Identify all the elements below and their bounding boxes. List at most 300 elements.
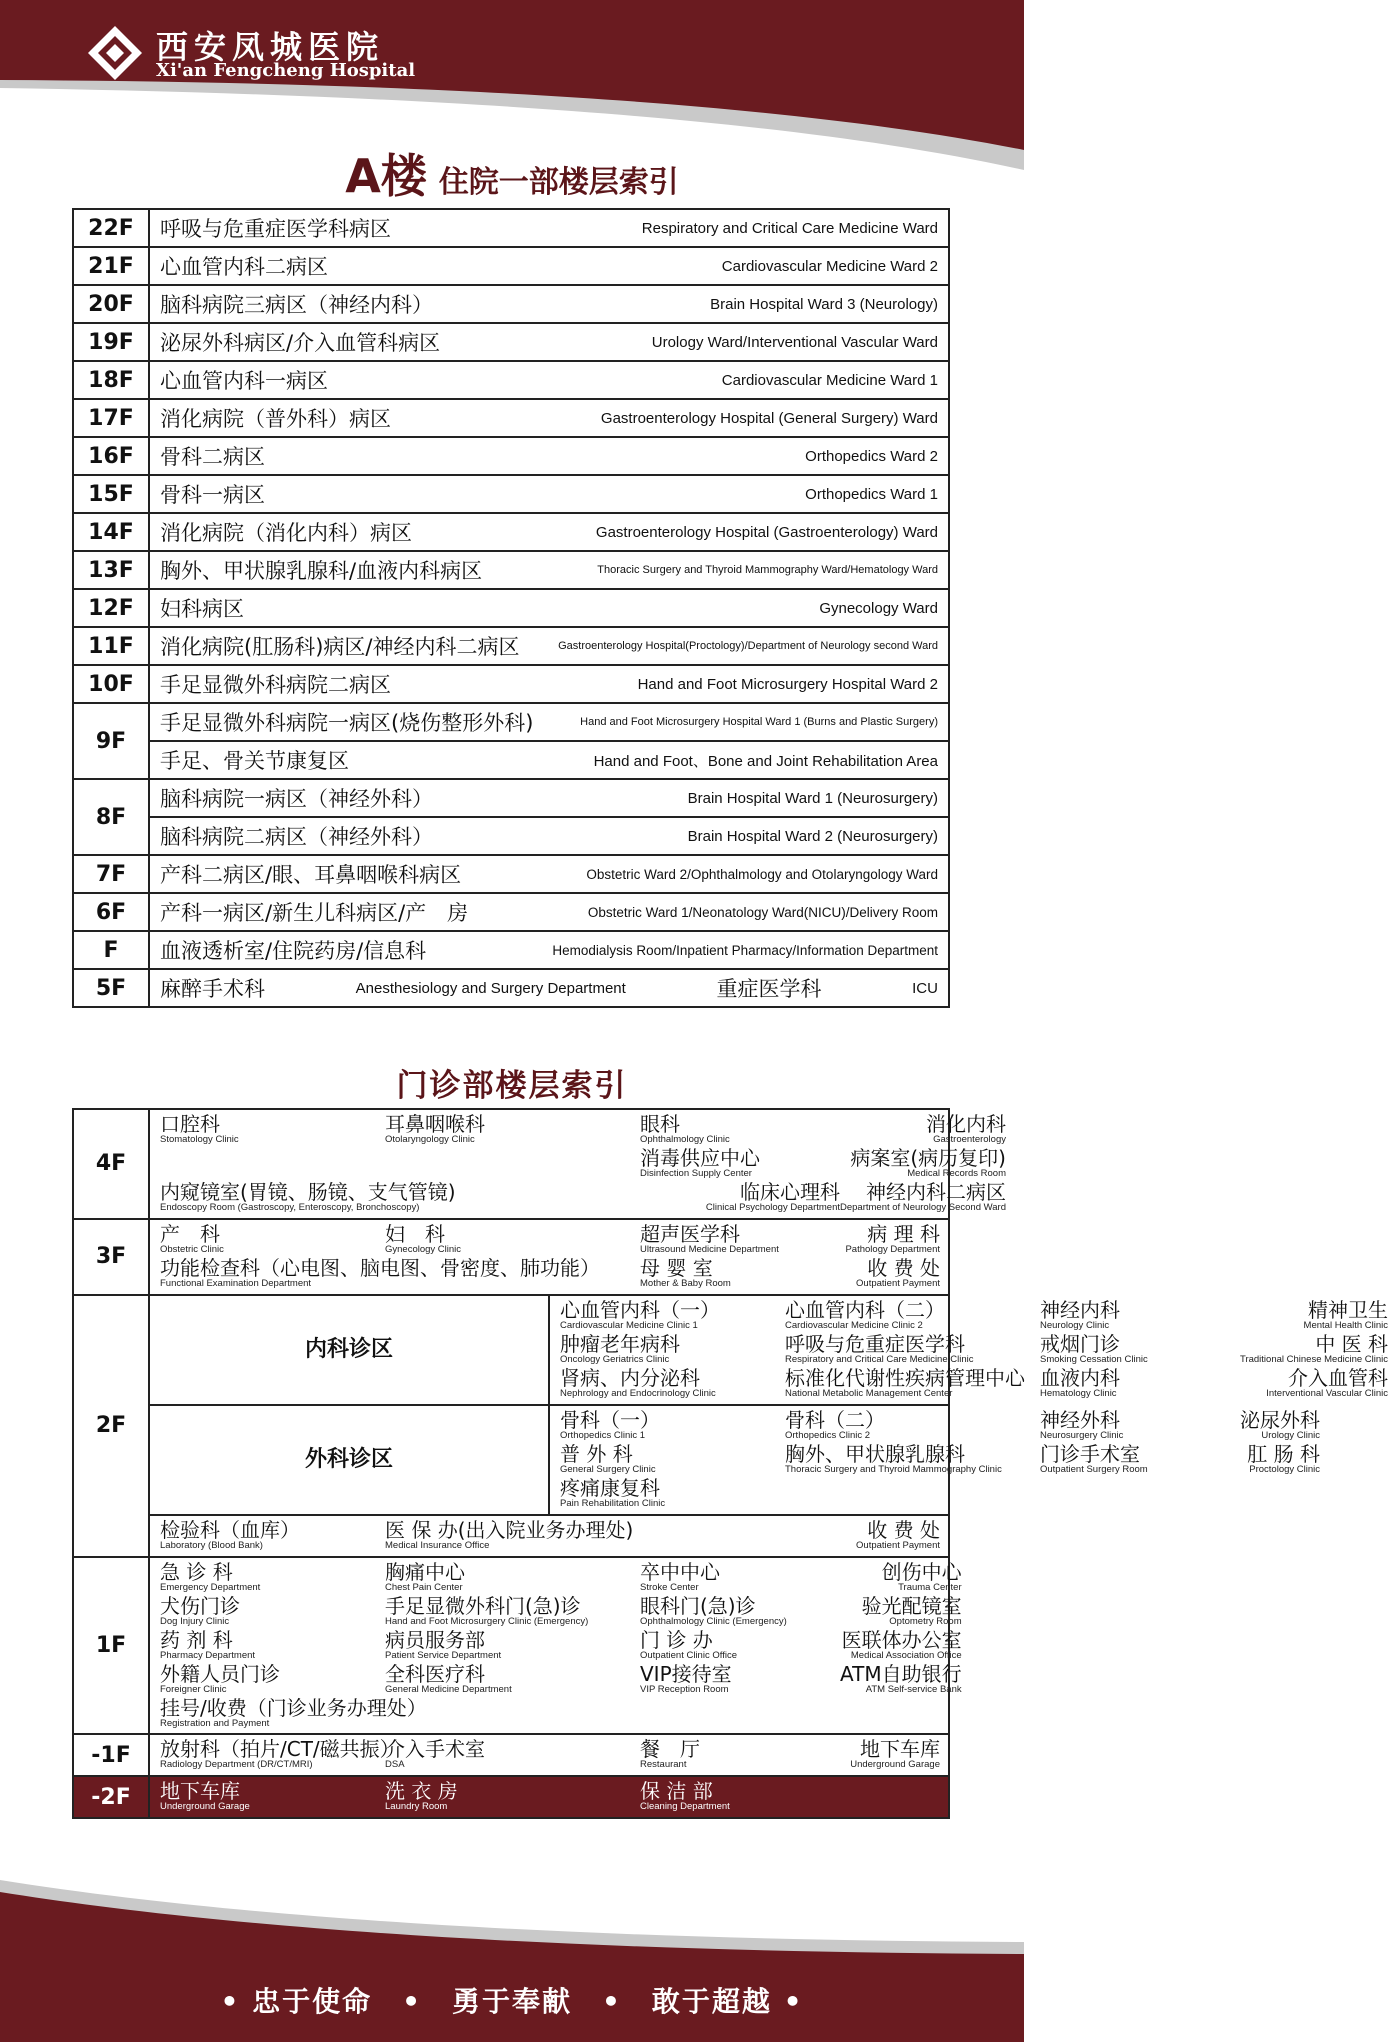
department-item bbox=[560, 1475, 785, 1512]
department-name-en: Traditional Chinese Medicine Clinic bbox=[1240, 1353, 1388, 1365]
department-name-cn: 临床心理科 bbox=[740, 1179, 840, 1204]
department-item bbox=[1040, 1297, 1240, 1334]
ward-name-en: Anesthesiology and Surgery Department bbox=[355, 979, 626, 997]
ward-cell bbox=[149, 969, 949, 1007]
department-name-en: Laboratory (Blood Bank) bbox=[160, 1539, 263, 1551]
department-item bbox=[560, 1365, 785, 1402]
department-item bbox=[785, 1331, 1040, 1368]
department-name-en: Functional Examination Department bbox=[160, 1277, 312, 1289]
ward-name-en: Thoracic Surgery and Thyroid Mammography Ward/Hematology Ward bbox=[597, 564, 938, 576]
slogan: • 忠于使命 • 勇于奉献 • 敢于超越 • bbox=[220, 1985, 804, 2018]
ward-entry bbox=[150, 441, 948, 471]
ward-entry bbox=[150, 479, 948, 509]
ward-entry bbox=[150, 631, 948, 661]
building-a-title-sub: 住院一部楼层索引 bbox=[438, 165, 679, 200]
building-a-title-main: A楼 bbox=[345, 149, 427, 203]
department-grid bbox=[550, 1406, 1320, 1514]
floor-departments bbox=[149, 1734, 949, 1776]
department-item bbox=[160, 1781, 385, 1815]
department-name-cn: 放射科（拍片/CT/磁共振） bbox=[160, 1737, 400, 1762]
department-name-cn: 耳鼻咽喉科 bbox=[385, 1112, 485, 1136]
department-item bbox=[1240, 1297, 1388, 1334]
floor-departments bbox=[149, 1219, 949, 1295]
department-name-en: Gynecology Clinic bbox=[385, 1243, 462, 1255]
department-name-en: Oncology Geriatrics Clinic bbox=[560, 1353, 670, 1365]
department-name-en: Thoracic Surgery and Thyroid Mammography Clinic bbox=[785, 1463, 1002, 1475]
ward-cell bbox=[149, 399, 949, 437]
ward-name-en: ICU bbox=[912, 979, 938, 997]
department-item bbox=[840, 1739, 940, 1773]
floor-label: 14F bbox=[73, 513, 149, 551]
floor-label: 22F bbox=[73, 209, 149, 247]
department-name-en: DSA bbox=[385, 1759, 405, 1771]
ward-entry bbox=[150, 327, 948, 357]
floor-label: 15F bbox=[73, 475, 149, 513]
department-name-cn: 消化内科 bbox=[925, 1112, 1006, 1136]
outpatient-floor-row bbox=[73, 1295, 949, 1405]
ward-entry bbox=[150, 745, 948, 775]
department-name-cn: 犬伤门诊 bbox=[160, 1593, 240, 1618]
department-name-en: Outpatient Payment bbox=[856, 1539, 940, 1551]
department-name-en: Cleaning Department bbox=[640, 1801, 730, 1813]
ward-cell bbox=[149, 247, 949, 285]
ward-cell bbox=[149, 627, 949, 665]
department-item bbox=[1040, 1331, 1240, 1368]
floor-row bbox=[73, 209, 949, 247]
department-name-cn: 肿瘤老年病科 bbox=[560, 1331, 680, 1356]
outpatient-floor-row bbox=[73, 1776, 949, 1818]
department-name-en: Otolaryngology Clinic bbox=[385, 1134, 475, 1145]
department-name-cn: 挂号/收费（门诊业务办理处） bbox=[160, 1695, 427, 1720]
floor-row bbox=[73, 589, 949, 627]
outpatient-floor-row bbox=[73, 1109, 949, 1219]
department-name-en: Restaurant bbox=[640, 1759, 687, 1771]
department-name-en: Underground Garage bbox=[160, 1801, 250, 1813]
floor-row bbox=[73, 855, 949, 893]
internal-departments bbox=[549, 1295, 1388, 1405]
floor-label: 18F bbox=[73, 361, 149, 399]
outpatient-title: 门诊部楼层索引 bbox=[396, 1068, 628, 1104]
department-name-cn: 地下车库 bbox=[160, 1779, 240, 1804]
ward-entry bbox=[150, 213, 948, 243]
ward-name-cn: 泌尿外科病区/介入血管科病区 bbox=[160, 331, 441, 355]
department-name-cn: 介入手术室 bbox=[385, 1737, 485, 1762]
ward-name-en: Cardiovascular Medicine Ward 1 bbox=[721, 371, 938, 389]
department-name-cn: 产 科 bbox=[160, 1221, 220, 1246]
floor-row bbox=[73, 323, 949, 361]
ward-name-cn: 脑科病院三病区（神经内科） bbox=[160, 293, 433, 317]
department-item bbox=[840, 1593, 962, 1630]
ward-name-en: Orthopedics Ward 1 bbox=[805, 485, 938, 503]
department-name-en: Orthopedics Clinic 2 bbox=[785, 1429, 871, 1441]
department-name-cn: 收 费 处 bbox=[867, 1255, 940, 1280]
floor-row bbox=[73, 893, 949, 931]
outpatient-floor-row bbox=[73, 1557, 949, 1735]
ward-name-cn: 消化病院（普外科）病区 bbox=[160, 407, 391, 431]
department-name-cn: 药 剂 科 bbox=[160, 1627, 233, 1652]
department-item bbox=[385, 1627, 640, 1664]
department-name-en: Stomatology Clinic bbox=[160, 1134, 239, 1145]
floor-label: 12F bbox=[73, 589, 149, 627]
department-name-cn: 呼吸与危重症医学科 bbox=[785, 1331, 965, 1356]
department-name-cn: 胸痛中心 bbox=[385, 1559, 465, 1584]
department-item bbox=[840, 1179, 1006, 1216]
ward-cell bbox=[149, 665, 949, 703]
department-name-cn: 门诊手术室 bbox=[1040, 1441, 1140, 1466]
department-name-en: Neurology Clinic bbox=[1040, 1319, 1110, 1331]
department-name-cn: 心血管内科（一） bbox=[560, 1297, 720, 1322]
department-item bbox=[1040, 1441, 1240, 1478]
floor-row bbox=[73, 627, 949, 665]
department-name-en: Radiology Department (DR/CT/MRI) bbox=[160, 1759, 313, 1771]
department-item bbox=[385, 1559, 640, 1596]
department-name-en: Ophthalmology Clinic (Emergency) bbox=[640, 1615, 787, 1627]
department-item bbox=[840, 1145, 1006, 1182]
department-name-en: Mental Health Clinic bbox=[1303, 1319, 1388, 1331]
department-name-cn: 中 医 科 bbox=[1315, 1331, 1388, 1356]
ward-entry bbox=[150, 517, 948, 547]
department-item bbox=[560, 1331, 785, 1368]
department-name-cn: 介入血管科 bbox=[1288, 1365, 1388, 1390]
floor-row bbox=[73, 741, 949, 779]
department-name-cn: 胸外、甲状腺乳腺科 bbox=[785, 1441, 965, 1466]
ward-entry bbox=[150, 289, 948, 319]
department-name-en: General Surgery Clinic bbox=[560, 1463, 656, 1475]
department-name-en: Dog Injury Clinic bbox=[160, 1615, 230, 1627]
outpatient-floor-row bbox=[73, 1219, 949, 1295]
ward-entry bbox=[150, 669, 948, 699]
building-a-directory-table bbox=[72, 208, 950, 1008]
outpatient-floor-row bbox=[73, 1405, 949, 1515]
department-name-en: Respiratory and Critical Care Medicine Clinic bbox=[785, 1353, 974, 1365]
floor-row bbox=[73, 779, 949, 817]
department-name-en: Endoscopy Room (Gastroscopy, Enteroscopy, Bronchoscopy) bbox=[160, 1201, 420, 1213]
department-name-en: Pharmacy Department bbox=[160, 1649, 256, 1661]
department-item bbox=[640, 1781, 840, 1815]
ward-entry bbox=[150, 707, 948, 737]
department-name-cn: 保 洁 部 bbox=[640, 1779, 713, 1804]
floor-label: 9F bbox=[73, 703, 149, 779]
floor-row bbox=[73, 665, 949, 703]
ward-entry bbox=[150, 783, 948, 813]
ward-name-en: Obstetric Ward 2/Ophthalmology and Otolaryngology Ward bbox=[586, 866, 938, 882]
department-name-cn: 神经外科 bbox=[1040, 1407, 1120, 1432]
department-name-cn: 急 诊 科 bbox=[160, 1559, 233, 1584]
ward-entry bbox=[150, 251, 948, 281]
ward-name-en: Urology Ward/Interventional Vascular Ward bbox=[651, 333, 938, 351]
floor-label: -1F bbox=[73, 1734, 149, 1776]
department-item bbox=[640, 1145, 840, 1182]
department-name-cn: 眼科门(急)诊 bbox=[640, 1593, 756, 1618]
ward-name-cn: 脑科病院二病区（神经外科） bbox=[160, 825, 433, 849]
department-name-cn: 血液内科 bbox=[1040, 1365, 1120, 1390]
floor-row bbox=[73, 475, 949, 513]
department-item bbox=[640, 1559, 840, 1596]
department-grid bbox=[550, 1296, 1388, 1404]
department-item bbox=[785, 1365, 1040, 1402]
ward-name-cn: 手足、骨关节康复区 bbox=[160, 749, 349, 773]
department-name-cn: 肛 肠 科 bbox=[1247, 1441, 1320, 1466]
department-name-en: Interventional Vascular Clinic bbox=[1266, 1387, 1388, 1399]
floor-row bbox=[73, 399, 949, 437]
department-name-cn: 妇 科 bbox=[385, 1221, 445, 1246]
ward-name-cn: 胸外、甲状腺乳腺科/血液内科病区 bbox=[160, 559, 483, 583]
department-name-cn: 卒中中心 bbox=[640, 1559, 720, 1584]
department-item bbox=[385, 1114, 640, 1148]
floor-departments bbox=[149, 1109, 1006, 1219]
ward-name-cn: 产科二病区/眼、耳鼻咽喉科病区 bbox=[160, 863, 462, 887]
department-name-en: Emergency Department bbox=[160, 1581, 261, 1593]
department-name-en: Foreigner Clinic bbox=[160, 1683, 227, 1695]
floor-label: 6F bbox=[73, 893, 149, 931]
department-name-en: Pathology Department bbox=[845, 1243, 940, 1255]
department-item bbox=[1240, 1407, 1320, 1444]
department-name-en: Stroke Center bbox=[640, 1581, 699, 1593]
ward-entry bbox=[150, 935, 948, 965]
department-name-en: Ophthalmology Clinic bbox=[640, 1134, 730, 1145]
ward-name-cn: 骨科二病区 bbox=[160, 445, 265, 469]
department-name-en: Medical Records Room bbox=[907, 1167, 1006, 1179]
outpatient-floor-row bbox=[73, 1734, 949, 1776]
ward-name-en: Hemodialysis Room/Inpatient Pharmacy/Information Department bbox=[552, 942, 938, 958]
department-name-cn: ATM自助银行 bbox=[840, 1661, 962, 1686]
department-name-en: Pain Rehabilitation Clinic bbox=[560, 1497, 666, 1509]
department-item bbox=[640, 1627, 840, 1664]
department-item bbox=[840, 1517, 940, 1554]
department-name-cn: 肾病、内分泌科 bbox=[560, 1365, 700, 1390]
floor-label: 3F bbox=[73, 1219, 149, 1295]
building-a-title bbox=[0, 140, 1024, 206]
ward-name-cn: 重症医学科 bbox=[716, 977, 822, 1001]
floor-label: 11F bbox=[73, 627, 149, 665]
department-item bbox=[640, 1114, 840, 1148]
department-item bbox=[160, 1661, 385, 1698]
floor-label: 10F bbox=[73, 665, 149, 703]
ward-cell bbox=[149, 589, 949, 627]
floor-label: 8F bbox=[73, 779, 149, 855]
department-item bbox=[640, 1661, 840, 1698]
ward-cell bbox=[149, 209, 949, 247]
department-name-en: Outpatient Surgery Room bbox=[1040, 1463, 1148, 1475]
department-name-cn: 精神卫生 bbox=[1308, 1297, 1388, 1322]
floor-label: 17F bbox=[73, 399, 149, 437]
floor-row bbox=[73, 931, 949, 969]
ward-cell bbox=[149, 855, 949, 893]
department-name-en: Hand and Foot Microsurgery Clinic (Emergency) bbox=[385, 1615, 589, 1627]
floor-label: -2F bbox=[73, 1776, 149, 1818]
department-name-en: Optometry Room bbox=[889, 1615, 962, 1627]
department-name-cn: 手足显微外科门(急)诊 bbox=[385, 1593, 581, 1618]
ward-entry bbox=[150, 555, 948, 585]
ward-name-en: Gastroenterology Hospital(Proctology)/Department of Neurology second Ward bbox=[558, 640, 938, 652]
department-item bbox=[160, 1221, 385, 1258]
ward-cell bbox=[149, 513, 949, 551]
department-item bbox=[1040, 1407, 1240, 1444]
ward-name-cn: 脑科病院一病区（神经外科） bbox=[160, 787, 433, 811]
department-grid bbox=[150, 1110, 1006, 1218]
department-item bbox=[160, 1627, 385, 1664]
department-name-cn: 外籍人员门诊 bbox=[160, 1661, 280, 1686]
floor-label: F bbox=[73, 931, 149, 969]
department-name-cn: 功能检查科（心电图、脑电图、骨密度、肺功能） bbox=[160, 1255, 600, 1280]
department-item bbox=[160, 1255, 640, 1292]
ward-name-en: Brain Hospital Ward 1 (Neurosurgery) bbox=[687, 789, 938, 807]
department-name-cn: 眼科 bbox=[640, 1112, 680, 1136]
ward-name-cn: 手足显微外科病院二病区 bbox=[160, 673, 391, 697]
department-item bbox=[785, 1407, 1040, 1444]
ward-name-cn: 心血管内科二病区 bbox=[160, 255, 328, 279]
department-item bbox=[840, 1114, 1006, 1148]
department-name-en: Medical Insurance Office bbox=[385, 1539, 490, 1551]
department-name-cn: VIP接待室 bbox=[640, 1661, 732, 1686]
ward-name-en: Cardiovascular Medicine Ward 2 bbox=[721, 257, 938, 275]
department-name-cn: 病 理 科 bbox=[867, 1221, 940, 1246]
department-name-en: Registration and Payment bbox=[160, 1717, 270, 1729]
department-name-cn: 疼痛康复科 bbox=[560, 1475, 660, 1500]
department-item bbox=[560, 1441, 785, 1478]
ward-cell bbox=[149, 931, 949, 969]
department-item bbox=[840, 1255, 940, 1292]
department-name-cn: 神经内科 bbox=[1040, 1297, 1120, 1322]
department-name-en: Cardiovascular Medicine Clinic 1 bbox=[560, 1319, 698, 1331]
floor-row bbox=[73, 437, 949, 475]
floor-label: 1F bbox=[73, 1557, 149, 1735]
department-name-cn: 医 保 办(出入院业务办理处) bbox=[385, 1517, 634, 1542]
floor-label: 16F bbox=[73, 437, 149, 475]
department-name-en: Gastroenterology bbox=[933, 1134, 1006, 1145]
department-name-en: ATM Self-service Bank bbox=[865, 1683, 962, 1695]
department-name-cn: 心血管内科（二） bbox=[785, 1297, 945, 1322]
zone-surgical-label: 外科诊区 bbox=[149, 1405, 549, 1515]
ward-entry bbox=[150, 365, 948, 395]
ward-cell bbox=[149, 285, 949, 323]
department-item bbox=[385, 1661, 640, 1698]
ward-cell bbox=[149, 475, 949, 513]
ward-name-en: Brain Hospital Ward 3 (Neurology) bbox=[710, 295, 938, 313]
department-name-cn: 验光配镜室 bbox=[861, 1593, 962, 1618]
floor-departments bbox=[149, 1557, 962, 1735]
department-name-en: Orthopedics Clinic 1 bbox=[560, 1429, 646, 1441]
department-name-cn: 泌尿外科 bbox=[1240, 1407, 1320, 1432]
hospital-name-cn: 西安凤城医院 bbox=[156, 28, 385, 66]
department-name-cn: 餐 厅 bbox=[640, 1737, 700, 1762]
floor-row bbox=[73, 551, 949, 589]
ward-name-en: Obstetric Ward 1/Neonatology Ward(NICU)/Delivery Room bbox=[587, 904, 938, 920]
department-item bbox=[1040, 1365, 1240, 1402]
floor-row bbox=[73, 817, 949, 855]
department-name-en: Laundry Room bbox=[385, 1801, 448, 1813]
ward-cell bbox=[149, 551, 949, 589]
department-name-cn: 病案室(病历复印) bbox=[850, 1145, 1006, 1170]
floor-label: 20F bbox=[73, 285, 149, 323]
ward-cell bbox=[149, 361, 949, 399]
ward-cell bbox=[149, 893, 949, 931]
department-item bbox=[785, 1441, 1040, 1478]
floor-label: 13F bbox=[73, 551, 149, 589]
ward-name-cn: 血液透析室/住院药房/信息科 bbox=[160, 939, 427, 963]
department-name-en: Mother & Baby Room bbox=[640, 1277, 731, 1289]
department-name-en: Disinfection Supply Center bbox=[640, 1167, 752, 1179]
floor-label: 21F bbox=[73, 247, 149, 285]
department-name-en: Proctology Clinic bbox=[1249, 1463, 1320, 1475]
ward-name-en: Gastroenterology Hospital (General Surgery) Ward bbox=[600, 409, 938, 427]
ward-name-cn: 妇科病区 bbox=[160, 597, 244, 621]
department-name-cn: 全科医疗科 bbox=[385, 1661, 485, 1686]
floor-row bbox=[73, 361, 949, 399]
department-name-cn: 超声医学科 bbox=[640, 1221, 740, 1246]
department-name-en: Cardiovascular Medicine Clinic 2 bbox=[785, 1319, 923, 1331]
ward-name-en: Respiratory and Critical Care Medicine Ward bbox=[641, 219, 938, 237]
department-grid bbox=[150, 1777, 948, 1817]
ward-name-en: Gynecology Ward bbox=[819, 599, 938, 617]
hospital-name-en: Xi'an Fengcheng Hospital bbox=[156, 60, 416, 81]
department-name-en: Neurosurgery Clinic bbox=[1040, 1429, 1124, 1441]
department-name-en: Outpatient Clinic Office bbox=[640, 1649, 737, 1661]
department-grid bbox=[150, 1516, 948, 1556]
department-name-cn: 骨科（一） bbox=[560, 1407, 660, 1432]
floor-label: 4F bbox=[73, 1109, 149, 1219]
ward-name-cn: 产科一病区/新生儿科病区/产 房 bbox=[160, 901, 469, 925]
department-item bbox=[840, 1627, 962, 1664]
department-name-en: Smoking Cessation Clinic bbox=[1040, 1353, 1148, 1365]
department-name-cn: 地下车库 bbox=[860, 1737, 940, 1762]
floor-row bbox=[73, 285, 949, 323]
ward-entry bbox=[150, 821, 948, 851]
department-name-en: Outpatient Payment bbox=[856, 1277, 940, 1289]
department-item bbox=[160, 1179, 640, 1216]
department-name-cn: 检验科（血库） bbox=[160, 1517, 300, 1542]
department-name-cn: 普 外 科 bbox=[560, 1441, 633, 1466]
floor-label: 2F bbox=[73, 1295, 149, 1557]
department-name-en: Urology Clinic bbox=[1261, 1429, 1320, 1441]
department-name-cn: 消毒供应中心 bbox=[640, 1145, 760, 1170]
department-name-en: Chest Pain Center bbox=[385, 1581, 463, 1593]
shared-departments bbox=[149, 1515, 949, 1557]
ward-name-cn: 消化病院(肛肠科)病区/神经内科二病区 bbox=[160, 635, 520, 659]
ward-name-cn: 骨科一病区 bbox=[160, 483, 265, 507]
ward-name-cn: 呼吸与危重症医学科病区 bbox=[160, 217, 391, 241]
department-name-en: National Metabolic Management Center bbox=[785, 1387, 953, 1399]
hospital-logo-icon bbox=[86, 24, 144, 82]
department-name-cn: 戒烟门诊 bbox=[1040, 1331, 1120, 1356]
ward-name-en: Hand and Foot Microsurgery Hospital Ward 1 (Burns and Plastic Surgery) bbox=[580, 716, 938, 728]
department-item bbox=[1240, 1441, 1320, 1478]
ward-name-en: Hand and Foot、Bone and Joint Rehabilitation Area bbox=[593, 752, 938, 770]
department-name-cn: 病员服务部 bbox=[385, 1627, 485, 1652]
department-item bbox=[1240, 1331, 1388, 1368]
outpatient-floor-row bbox=[73, 1515, 949, 1557]
department-item bbox=[385, 1781, 640, 1815]
ward-name-en: Hand and Foot Microsurgery Hospital Ward 2 bbox=[637, 675, 938, 693]
department-item bbox=[640, 1179, 840, 1216]
ward-name-en: Brain Hospital Ward 2 (Neurosurgery) bbox=[687, 827, 938, 845]
department-name-en: Medical Association Office bbox=[850, 1649, 962, 1661]
department-item bbox=[840, 1661, 962, 1698]
floor-row bbox=[73, 969, 949, 1007]
department-item bbox=[160, 1593, 385, 1630]
floor-label: 19F bbox=[73, 323, 149, 361]
department-name-cn: 标准化代谢性疾病管理中心 bbox=[785, 1365, 1025, 1390]
department-name-cn: 收 费 处 bbox=[867, 1517, 940, 1542]
department-name-en: VIP Reception Room bbox=[640, 1683, 729, 1695]
department-name-en: Trauma Center bbox=[898, 1581, 962, 1593]
ward-name-en: Gastroenterology Hospital (Gastroenterology) Ward bbox=[595, 523, 938, 541]
department-name-cn: 神经内科二病区 bbox=[865, 1179, 1006, 1204]
department-item bbox=[560, 1407, 785, 1444]
floor-label: 7F bbox=[73, 855, 149, 893]
department-item bbox=[640, 1593, 840, 1630]
department-item bbox=[785, 1297, 1040, 1334]
